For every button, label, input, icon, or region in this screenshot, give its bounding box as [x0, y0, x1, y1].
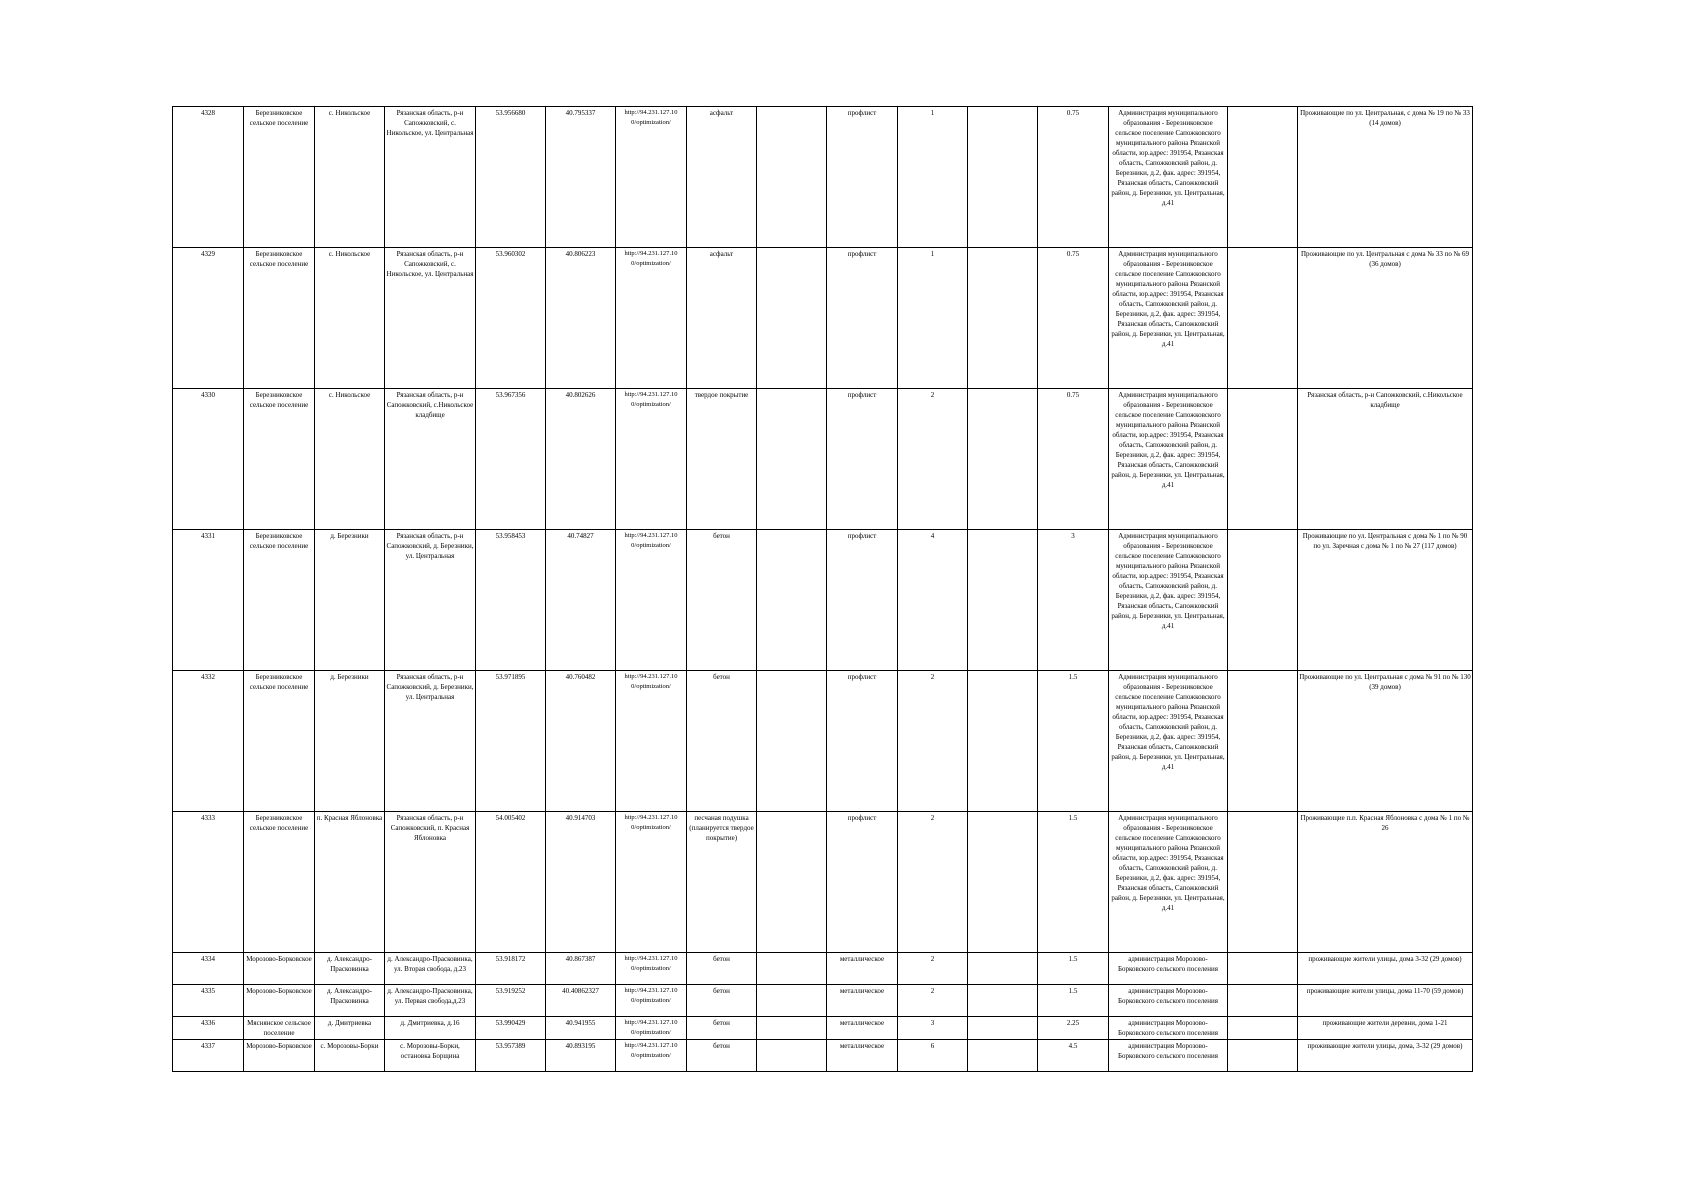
longitude: 40.74827: [546, 530, 616, 671]
longitude: 40.795337: [546, 107, 616, 248]
waste-sources: проживающие жители улицы, дома, 3-32 (29 домов): [1298, 1040, 1473, 1072]
row-number: 4336: [173, 1017, 244, 1040]
waste-sources: проживающие жители улицы, дома 11-70 (59 домов): [1298, 985, 1473, 1017]
row-number: 4334: [173, 953, 244, 985]
container-count: 1: [898, 248, 968, 389]
blank-cell: [757, 1040, 827, 1072]
settlement-name: Мяснянское сельское поселение: [244, 1017, 315, 1040]
settlement-name: Березниковское сельское поселение: [244, 107, 315, 248]
longitude: 40.914703: [546, 812, 616, 953]
surface-type: твердое покрытие: [687, 389, 757, 530]
owner-info: Администрация муниципального образования - Березниковское сельское поселение Сапожковского муниципального района Рязанской области, юр.адрес: 391954, Рязанская область, Сапожковский район, д. Березники, д.2, фак. адрес: 391954, Рязанская область, Сапожковский район, д. Березники, ул. Центральная, д.41: [1109, 671, 1228, 812]
source-url: http://94.231.127.10 0/optimization/: [616, 1017, 687, 1040]
blank-cell: [968, 389, 1038, 530]
fence-material: профлист: [827, 812, 898, 953]
owner-info: Администрация муниципального образования - Березниковское сельское поселение Сапожковского муниципального района Рязанской области, юр.адрес: 391954, Рязанская область, Сапожковский район, д. Березники, д.2, фак. адрес: 391954, Рязанская область, Сапожковский район, д. Березники, ул. Центральная, д.41: [1109, 812, 1228, 953]
table-row: [173, 985, 1473, 1017]
container-count: 6: [898, 1040, 968, 1072]
source-url: http://94.231.127.10 0/optimization/: [616, 107, 687, 248]
surface-type: бетон: [687, 1040, 757, 1072]
latitude: 53.918172: [476, 953, 546, 985]
blank-cell: [757, 1017, 827, 1040]
address: с. Морозовы-Борки, остановка Борщина: [385, 1040, 476, 1072]
source-url: http://94.231.127.10 0/optimization/: [616, 530, 687, 671]
site-area: 1.5: [1038, 812, 1109, 953]
locality-name: д. Александро-Прасковинка: [315, 953, 385, 985]
source-url: http://94.231.127.10 0/optimization/: [616, 389, 687, 530]
fence-material: профлист: [827, 248, 898, 389]
settlement-name: Морозово-Борковское: [244, 985, 315, 1017]
address: д. Александро-Прасковинка, ул. Вторая свобода, д.23: [385, 953, 476, 985]
owner-info: Администрация муниципального образования - Березниковское сельское поселение Сапожковского муниципального района Рязанской области, юр.адрес: 391954, Рязанская область, Сапожковский район, д. Березники, д.2, фак. адрес: 391954, Рязанская область, Сапожковский район, д. Березники, ул. Центральная, д.41: [1109, 389, 1228, 530]
blank-cell: [1228, 530, 1298, 671]
latitude: 53.967356: [476, 389, 546, 530]
row-number: 4331: [173, 530, 244, 671]
waste-sources: Проживающие по ул. Центральная с дома № 33 по № 69 (36 домов): [1298, 248, 1473, 389]
row-number: 4333: [173, 812, 244, 953]
source-url: http://94.231.127.10 0/optimization/: [616, 953, 687, 985]
table-row: [173, 389, 1473, 530]
blank-cell: [968, 953, 1038, 985]
latitude: 53.960302: [476, 248, 546, 389]
locality-name: с. Никольское: [315, 389, 385, 530]
blank-cell: [1228, 812, 1298, 953]
longitude: 40.893195: [546, 1040, 616, 1072]
blank-cell: [1228, 953, 1298, 985]
settlement-name: Морозово-Борковское: [244, 1040, 315, 1072]
settlement-name: Березниковское сельское поселение: [244, 248, 315, 389]
surface-type: бетон: [687, 1017, 757, 1040]
row-number: 4328: [173, 107, 244, 248]
address: Рязанская область, р-н Сапожковский, с.Никольское кладбище: [385, 389, 476, 530]
longitude: 40.40862327: [546, 985, 616, 1017]
locality-name: с. Никольское: [315, 107, 385, 248]
blank-cell: [1228, 1040, 1298, 1072]
waste-sources: Проживающие по ул. Центральная, с дома № 19 по № 33 (14 домов): [1298, 107, 1473, 248]
fence-material: профлист: [827, 530, 898, 671]
row-number: 4332: [173, 671, 244, 812]
address: Рязанская область, р-н Сапожковский, с. Никольское, ул. Центральная: [385, 248, 476, 389]
blank-cell: [1228, 1017, 1298, 1040]
source-url: http://94.231.127.10 0/optimization/: [616, 1040, 687, 1072]
site-area: 1.5: [1038, 953, 1109, 985]
waste-sources: Проживающие по ул. Центральная с дома № 91 по № 130 (39 домов): [1298, 671, 1473, 812]
locality-name: с. Морозовы-Борки: [315, 1040, 385, 1072]
blank-cell: [757, 107, 827, 248]
owner-info: администрация Морозово-Борковского сельского поселения: [1109, 985, 1228, 1017]
row-number: 4330: [173, 389, 244, 530]
address: Рязанская область, р-н Сапожковский, д. Березники, ул. Центральная: [385, 530, 476, 671]
locality-name: с. Никольское: [315, 248, 385, 389]
surface-type: бетон: [687, 953, 757, 985]
locality-name: д. Дмитриевка: [315, 1017, 385, 1040]
registry-table: [172, 106, 1473, 1072]
table-row: [173, 671, 1473, 812]
latitude: 53.956680: [476, 107, 546, 248]
surface-type: песчаная подушка (планируется твердое покрытие): [687, 812, 757, 953]
source-url: http://94.231.127.10 0/optimization/: [616, 812, 687, 953]
locality-name: д. Александро-Прасковинка: [315, 985, 385, 1017]
fence-material: профлист: [827, 389, 898, 530]
table-row: [173, 248, 1473, 389]
blank-cell: [968, 812, 1038, 953]
blank-cell: [757, 671, 827, 812]
row-number: 4329: [173, 248, 244, 389]
address: Рязанская область, р-н Сапожковский, п. Красная Яблоновка: [385, 812, 476, 953]
blank-cell: [968, 1040, 1038, 1072]
address: Рязанская область, р-н Сапожковский, д. Березники, ул. Центральная: [385, 671, 476, 812]
source-url: http://94.231.127.10 0/optimization/: [616, 671, 687, 812]
longitude: 40.941955: [546, 1017, 616, 1040]
address: Рязанская область, р-н Сапожковский, с. Никольское, ул. Центральная: [385, 107, 476, 248]
longitude: 40.867387: [546, 953, 616, 985]
blank-cell: [968, 985, 1038, 1017]
site-area: 0.75: [1038, 248, 1109, 389]
longitude: 40.806223: [546, 248, 616, 389]
surface-type: асфальт: [687, 107, 757, 248]
table-row: [173, 953, 1473, 985]
settlement-name: Березниковское сельское поселение: [244, 530, 315, 671]
container-count: 1: [898, 107, 968, 248]
waste-sources: Проживающие п.п. Красная Яблоновка с дома № 1 по № 26: [1298, 812, 1473, 953]
locality-name: д. Березники: [315, 530, 385, 671]
blank-cell: [968, 107, 1038, 248]
latitude: 53.971895: [476, 671, 546, 812]
latitude: 53.919252: [476, 985, 546, 1017]
blank-cell: [757, 389, 827, 530]
blank-cell: [1228, 671, 1298, 812]
longitude: 40.802626: [546, 389, 616, 530]
blank-cell: [757, 248, 827, 389]
owner-info: Администрация муниципального образования - Березниковское сельское поселение Сапожковского муниципального района Рязанской области, юр.адрес: 391954, Рязанская область, Сапожковский район, д. Березники, д.2, фак. адрес: 391954, Рязанская область, Сапожковский район, д. Березники, ул. Центральная, д.41: [1109, 530, 1228, 671]
site-area: 3: [1038, 530, 1109, 671]
table-row: [173, 1040, 1473, 1072]
container-count: 2: [898, 812, 968, 953]
container-count: 2: [898, 671, 968, 812]
site-area: 1.5: [1038, 985, 1109, 1017]
blank-cell: [757, 812, 827, 953]
surface-type: бетон: [687, 671, 757, 812]
container-count: 2: [898, 389, 968, 530]
locality-name: п. Красная Яблоновка: [315, 812, 385, 953]
table-row: [173, 530, 1473, 671]
locality-name: д. Березники: [315, 671, 385, 812]
surface-type: бетон: [687, 985, 757, 1017]
waste-sources: Проживающие по ул. Центральная с дома № 1 по № 90 по ул. Заречная с дома № 1 по № 27 (117 домов): [1298, 530, 1473, 671]
blank-cell: [1228, 389, 1298, 530]
site-area: 0.75: [1038, 389, 1109, 530]
container-count: 2: [898, 985, 968, 1017]
waste-sources: проживающие жители деревни, дома 1-21: [1298, 1017, 1473, 1040]
blank-cell: [1228, 248, 1298, 389]
settlement-name: Березниковское сельское поселение: [244, 389, 315, 530]
settlement-name: Березниковское сельское поселение: [244, 812, 315, 953]
owner-info: администрация Морозово-Борковского сельского поселения: [1109, 1017, 1228, 1040]
blank-cell: [1228, 985, 1298, 1017]
table-row: [173, 812, 1473, 953]
container-count: 2: [898, 953, 968, 985]
fence-material: металлическое: [827, 1017, 898, 1040]
surface-type: асфальт: [687, 248, 757, 389]
table-row: [173, 1017, 1473, 1040]
settlement-name: Березниковское сельское поселение: [244, 671, 315, 812]
blank-cell: [757, 953, 827, 985]
blank-cell: [968, 248, 1038, 389]
blank-cell: [968, 671, 1038, 812]
owner-info: Администрация муниципального образования - Березниковское сельское поселение Сапожковского муниципального района Рязанской области, юр.адрес: 391954, Рязанская область, Сапожковский район, д. Березники, д.2, фак. адрес: 391954, Рязанская область, Сапожковский район, д. Березники, ул. Центральная, д.41: [1109, 107, 1228, 248]
row-number: 4337: [173, 1040, 244, 1072]
source-url: http://94.231.127.10 0/optimization/: [616, 985, 687, 1017]
address: д. Александро-Прасковинка, ул. Первая свобода,д.23: [385, 985, 476, 1017]
source-url: http://94.231.127.10 0/optimization/: [616, 248, 687, 389]
fence-material: профлист: [827, 671, 898, 812]
fence-material: металлическое: [827, 985, 898, 1017]
address: д. Дмитриевка, д.16: [385, 1017, 476, 1040]
waste-sources: Рязанская область, р-н Сапожковский, с.Никольское кладбище: [1298, 389, 1473, 530]
longitude: 40.760482: [546, 671, 616, 812]
row-number: 4335: [173, 985, 244, 1017]
blank-cell: [757, 530, 827, 671]
container-count: 3: [898, 1017, 968, 1040]
owner-info: Администрация муниципального образования - Березниковское сельское поселение Сапожковского муниципального района Рязанской области, юр.адрес: 391954, Рязанская область, Сапожковский район, д. Березники, д.2, фак. адрес: 391954, Рязанская область, Сапожковский район, д. Березники, ул. Центральная, д.41: [1109, 248, 1228, 389]
waste-sources: проживающие жители улицы, дома 3-32 (29 домов): [1298, 953, 1473, 985]
surface-type: бетон: [687, 530, 757, 671]
latitude: 53.957389: [476, 1040, 546, 1072]
fence-material: профлист: [827, 107, 898, 248]
fence-material: металлическое: [827, 953, 898, 985]
blank-cell: [968, 530, 1038, 671]
site-area: 2.25: [1038, 1017, 1109, 1040]
latitude: 53.958453: [476, 530, 546, 671]
fence-material: металлическое: [827, 1040, 898, 1072]
settlement-name: Морозово-Борковское: [244, 953, 315, 985]
site-area: 1.5: [1038, 671, 1109, 812]
latitude: 54.005402: [476, 812, 546, 953]
blank-cell: [757, 985, 827, 1017]
site-area: 4.5: [1038, 1040, 1109, 1072]
latitude: 53.990429: [476, 1017, 546, 1040]
owner-info: администрация Морозово-Борковского сельского поселения: [1109, 953, 1228, 985]
blank-cell: [1228, 107, 1298, 248]
container-count: 4: [898, 530, 968, 671]
owner-info: администрация Морозово-Борковского сельского поселения: [1109, 1040, 1228, 1072]
site-area: 0.75: [1038, 107, 1109, 248]
blank-cell: [968, 1017, 1038, 1040]
table-row: [173, 107, 1473, 248]
